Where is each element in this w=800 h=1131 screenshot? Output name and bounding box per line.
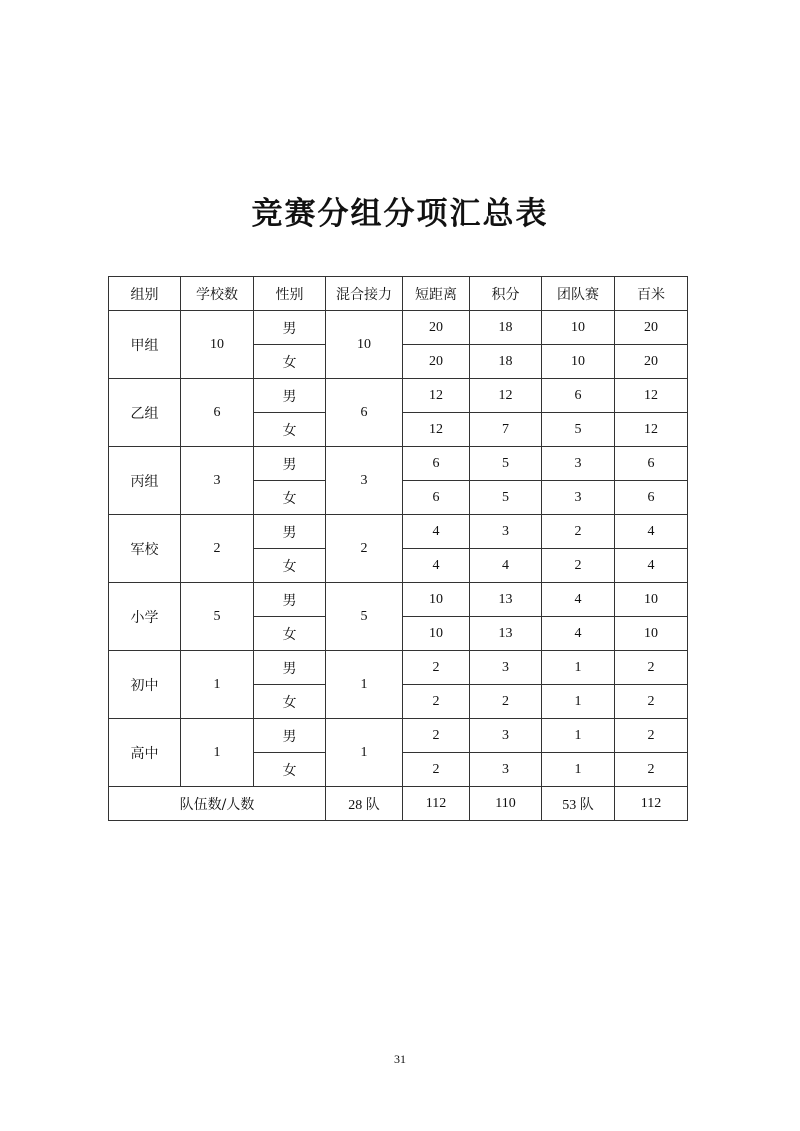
- total-hundred: 112: [615, 787, 688, 821]
- header-mixed-relay: 混合接力: [326, 277, 403, 311]
- table-row: [109, 651, 688, 685]
- school-count: 6: [181, 379, 254, 447]
- gender-cell: 男: [254, 515, 326, 549]
- group-name: 小学: [109, 583, 181, 651]
- gender-cell: 女: [254, 617, 326, 651]
- table-row: [109, 379, 688, 413]
- total-points: 110: [470, 787, 542, 821]
- points-count: 3: [470, 515, 542, 549]
- table-row: [109, 719, 688, 753]
- hundred-count: 4: [615, 549, 688, 583]
- relay-count: 5: [326, 583, 403, 651]
- header-team-race: 团队赛: [542, 277, 615, 311]
- gender-cell: 女: [254, 413, 326, 447]
- team-count: 4: [542, 617, 615, 651]
- hundred-count: 20: [615, 345, 688, 379]
- points-count: 3: [470, 719, 542, 753]
- sprint-count: 20: [403, 345, 470, 379]
- relay-count: 3: [326, 447, 403, 515]
- team-count: 2: [542, 515, 615, 549]
- gender-cell: 女: [254, 685, 326, 719]
- points-count: 4: [470, 549, 542, 583]
- relay-count: 10: [326, 311, 403, 379]
- group-name: 初中: [109, 651, 181, 719]
- hundred-count: 2: [615, 753, 688, 787]
- page-title: 竞赛分组分项汇总表: [251, 196, 549, 232]
- team-count: 5: [542, 413, 615, 447]
- hundred-count: 2: [615, 651, 688, 685]
- header-sprint: 短距离: [403, 277, 470, 311]
- table-row: [109, 583, 688, 617]
- sprint-count: 6: [403, 447, 470, 481]
- total-label: 队伍数/人数: [109, 787, 326, 821]
- school-count: 1: [181, 719, 254, 787]
- school-count: 2: [181, 515, 254, 583]
- sprint-count: 4: [403, 515, 470, 549]
- hundred-count: 4: [615, 515, 688, 549]
- sprint-count: 12: [403, 379, 470, 413]
- gender-cell: 男: [254, 651, 326, 685]
- team-count: 10: [542, 311, 615, 345]
- relay-count: 1: [326, 719, 403, 787]
- sprint-count: 2: [403, 719, 470, 753]
- relay-count: 6: [326, 379, 403, 447]
- relay-count: 1: [326, 651, 403, 719]
- header-group: 组别: [109, 277, 181, 311]
- team-count: 3: [542, 447, 615, 481]
- sprint-count: 6: [403, 481, 470, 515]
- hundred-count: 2: [615, 685, 688, 719]
- hundred-count: 10: [615, 583, 688, 617]
- total-sprint: 112: [403, 787, 470, 821]
- points-count: 13: [470, 583, 542, 617]
- points-count: 5: [470, 447, 542, 481]
- points-count: 5: [470, 481, 542, 515]
- points-count: 18: [470, 311, 542, 345]
- table-row: [109, 311, 688, 345]
- hundred-count: 12: [615, 413, 688, 447]
- sprint-count: 4: [403, 549, 470, 583]
- gender-cell: 男: [254, 447, 326, 481]
- header-row: [109, 277, 688, 311]
- header-hundred-meters: 百米: [615, 277, 688, 311]
- team-count: 10: [542, 345, 615, 379]
- gender-cell: 女: [254, 481, 326, 515]
- points-count: 13: [470, 617, 542, 651]
- sprint-count: 10: [403, 583, 470, 617]
- group-name: 甲组: [109, 311, 181, 379]
- school-count: 1: [181, 651, 254, 719]
- total-row: [109, 787, 688, 821]
- team-count: 1: [542, 685, 615, 719]
- sprint-count: 20: [403, 311, 470, 345]
- page-number: 31: [394, 1052, 406, 1066]
- total-relay: 28 队: [326, 787, 403, 821]
- school-count: 5: [181, 583, 254, 651]
- gender-cell: 男: [254, 719, 326, 753]
- relay-count: 2: [326, 515, 403, 583]
- team-count: 1: [542, 651, 615, 685]
- gender-cell: 男: [254, 311, 326, 345]
- group-name: 丙组: [109, 447, 181, 515]
- summary-table: [108, 276, 688, 821]
- sprint-count: 10: [403, 617, 470, 651]
- team-count: 1: [542, 753, 615, 787]
- sprint-count: 2: [403, 753, 470, 787]
- header-points: 积分: [470, 277, 542, 311]
- gender-cell: 男: [254, 583, 326, 617]
- sprint-count: 2: [403, 685, 470, 719]
- points-count: 3: [470, 651, 542, 685]
- gender-cell: 女: [254, 753, 326, 787]
- header-schools: 学校数: [181, 277, 254, 311]
- points-count: 12: [470, 379, 542, 413]
- hundred-count: 10: [615, 617, 688, 651]
- hundred-count: 2: [615, 719, 688, 753]
- school-count: 10: [181, 311, 254, 379]
- table-row: [109, 447, 688, 481]
- points-count: 3: [470, 753, 542, 787]
- points-count: 7: [470, 413, 542, 447]
- team-count: 3: [542, 481, 615, 515]
- school-count: 3: [181, 447, 254, 515]
- points-count: 2: [470, 685, 542, 719]
- sprint-count: 2: [403, 651, 470, 685]
- team-count: 1: [542, 719, 615, 753]
- sprint-count: 12: [403, 413, 470, 447]
- points-count: 18: [470, 345, 542, 379]
- gender-cell: 女: [254, 345, 326, 379]
- hundred-count: 6: [615, 447, 688, 481]
- total-team: 53 队: [542, 787, 615, 821]
- gender-cell: 女: [254, 549, 326, 583]
- team-count: 6: [542, 379, 615, 413]
- table-row: [109, 515, 688, 549]
- group-name: 军校: [109, 515, 181, 583]
- hundred-count: 12: [615, 379, 688, 413]
- gender-cell: 男: [254, 379, 326, 413]
- group-name: 乙组: [109, 379, 181, 447]
- hundred-count: 20: [615, 311, 688, 345]
- header-gender: 性别: [254, 277, 326, 311]
- hundred-count: 6: [615, 481, 688, 515]
- team-count: 2: [542, 549, 615, 583]
- group-name: 高中: [109, 719, 181, 787]
- team-count: 4: [542, 583, 615, 617]
